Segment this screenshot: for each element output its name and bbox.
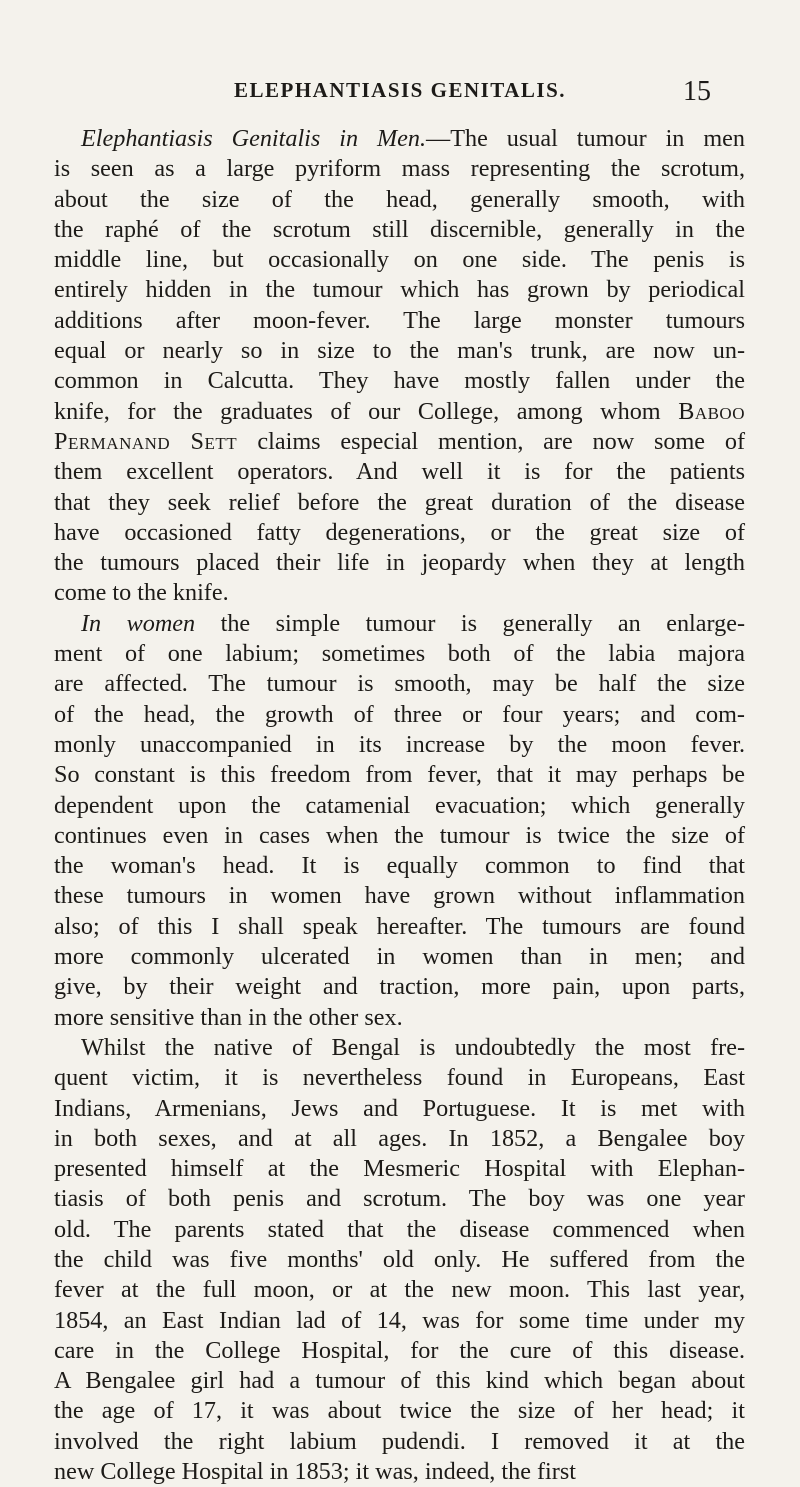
text-line: the age of 17, it was about twice the size of her head; it [54, 1397, 745, 1425]
running-title: ELEPHANTIASIS GENITALIS. [233, 78, 567, 102]
text-line: additions after moon-fever. The large monster tumours [54, 306, 745, 334]
text-line: Elephantiasis Genitalis in Men.—The usual tumour in men [81, 125, 745, 152]
text-line: these tumours in women have grown without inflammation [54, 882, 745, 910]
text-line: in both sexes, and at all ages. In 1852, a Bengalee boy [54, 1124, 745, 1152]
text-line: ment of one labium; sometimes both of the labia majora [54, 640, 745, 668]
text-line: presented himself at the Mesmeric Hospital with Elephan- [54, 1155, 745, 1183]
text-line: is seen as a large pyriform mass representing the scrotum, [54, 155, 745, 183]
text-line: that they seek relief before the great duration of the disease [54, 488, 745, 516]
page-number: 15 [683, 76, 711, 107]
text-line: In women the simple tumour is generally an enlarge- [81, 609, 745, 637]
paragraph [54, 124, 745, 609]
text-line: tiasis of both penis and scrotum. The boy was one year [54, 1185, 745, 1213]
text-line: So constant is this freedom from fever, that it may perhaps be [54, 761, 745, 789]
text-line: Permanand Sett claims especial mention, are now some of [54, 427, 745, 455]
paragraph [54, 1033, 745, 1487]
text-line: give, by their weight and traction, more pain, upon parts, [54, 973, 745, 1001]
running-head [0, 78, 800, 112]
text-line: have occasioned fatty degenerations, or the great size of [54, 518, 745, 546]
text-line: the tumours placed their life in jeopardy when they at length [54, 549, 745, 577]
text-line: more commonly ulcerated in women than in men; and [54, 943, 745, 971]
text-line: 1854, an East Indian lad of 14, was for some time under my [54, 1306, 745, 1334]
text-line: Indians, Armenians, Jews and Portuguese. It is met with [54, 1094, 745, 1122]
text-line: the raphé of the scrotum still discernible, generally in the [54, 215, 745, 243]
text-line: fever at the full moon, or at the new moon. This last year, [54, 1276, 745, 1304]
text-line: monly unaccompanied in its increase by the moon fever. [54, 730, 745, 758]
body-text [54, 124, 745, 1487]
text-line: involved the right labium pudendi. I removed it at the [54, 1427, 745, 1455]
text-line: come to the knife. [54, 579, 229, 607]
text-line: them excellent operators. And well it is for the patients [54, 458, 745, 486]
text-line: continues even in cases when the tumour is twice the size of [54, 821, 745, 849]
text-line: dependent upon the catamenial evacuation; which generally [54, 791, 745, 819]
text-line: A Bengalee girl had a tumour of this kind which began about [54, 1367, 745, 1395]
text-line: Whilst the native of Bengal is undoubtedly the most fre- [81, 1033, 745, 1061]
text-line: care in the College Hospital, for the cure of this disease. [54, 1336, 745, 1364]
text-line: new College Hospital in 1853; it was, indeed, the first [54, 1458, 576, 1486]
text-line: also; of this I shall speak hereafter. The tumours are found [54, 912, 745, 940]
text-line: the woman's head. It is equally common to find that [54, 852, 745, 880]
text-line: equal or nearly so in size to the man's trunk, are now un- [54, 337, 745, 365]
text-line: the child was five months' old only. He suffered from the [54, 1245, 745, 1273]
text-line: about the size of the head, generally smooth, with [54, 185, 745, 213]
text-line: more sensitive than in the other sex. [54, 1003, 403, 1031]
text-line: are affected. The tumour is smooth, may be half the size [54, 670, 745, 698]
text-line: middle line, but occasionally on one side. The penis is [54, 246, 745, 274]
text-line: entirely hidden in the tumour which has grown by periodical [54, 276, 745, 304]
text-line: old. The parents stated that the disease commenced when [54, 1215, 745, 1243]
text-line: common in Calcutta. They have mostly fallen under the [54, 367, 745, 395]
text-line: of the head, the growth of three or four years; and com- [54, 700, 745, 728]
text-line: quent victim, it is nevertheless found in Europeans, East [54, 1064, 745, 1092]
paragraph [54, 609, 745, 1033]
text-line: knife, for the graduates of our College, among whom Baboo [54, 397, 745, 425]
